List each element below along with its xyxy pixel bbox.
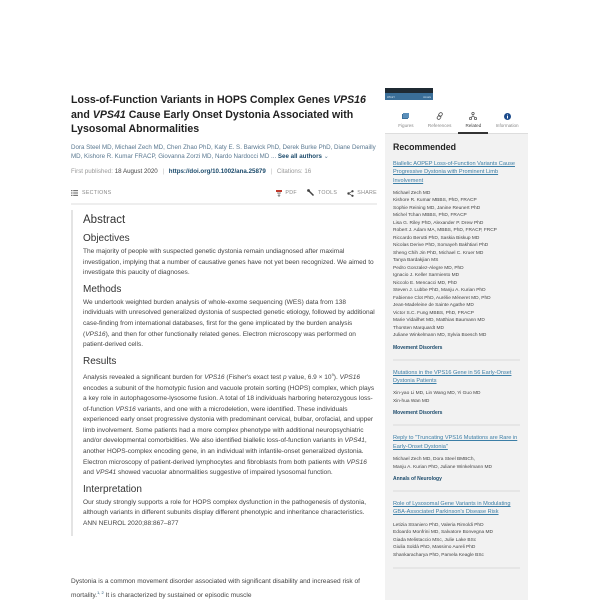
text: ), and then for other functionally related genes. Electron microscopy was performed on patient-derived cells. (83, 330, 356, 349)
objectives-heading: Objectives (83, 233, 130, 244)
gene-name: VPS16 (115, 405, 136, 413)
journal-cover-image[interactable] (385, 88, 433, 100)
author-line: Lisa G. Riley PhD, Alexander P. Drew PhD (393, 220, 484, 226)
citations-count[interactable]: Citations: 16 (276, 167, 312, 175)
article-title (71, 93, 377, 137)
recommended-item-authors (393, 456, 520, 471)
text: Dystonia is a common movement disorder associated with significant disability and increased risk of mortality. (71, 578, 360, 599)
text: Analysis revealed a significant burden for (83, 373, 205, 381)
author-line: Thorsten Marquardt MD (393, 325, 444, 331)
reference-link[interactable]: 1, 2 (97, 589, 104, 595)
title-text: and (71, 108, 93, 121)
recommended-item-authors (393, 390, 520, 405)
pdf-label: PDF (285, 190, 297, 196)
recommended-item-title-link[interactable]: Biallelic AOPEP Loss-of-Function Variants Cause Progressive Dystonia with Prominent Limb Involvement (393, 161, 515, 184)
interpretation-heading: Interpretation (83, 483, 142, 495)
tools-label: TOOLS (317, 190, 338, 196)
cover-text: Annals (423, 96, 431, 99)
interpretation-text: Our study strongly supports a role for HOPS complex dysfunction in the pathogenesis of dystonia, although variants in different subunits display different phenotypic and inheritance characteristics. ANN NEUROL 2020;88:867–877 (83, 498, 367, 528)
recommended-item (393, 160, 520, 361)
author-line: Manju A. Kurian PhD, Juliane Winkelmann MD (393, 464, 492, 470)
author-line: Jean-Madeleine de Sainte Agathe MD (393, 303, 474, 309)
title-text: Loss-of-Function Variants in HOPS Complex Genes (71, 94, 333, 106)
author-line: Michel Tchan MBBS, PhD, FRACP (393, 213, 467, 219)
author-line: Fabienne Clot PhD, Aurélie Méneret MD, PhD (393, 295, 491, 301)
tab-related[interactable] (458, 112, 488, 133)
author-line: Edoardo Monfrini MD, Salvatore Bonvegna MD (393, 530, 493, 536)
first-published-label: First published: (71, 167, 113, 175)
objectives-text: The majority of people with suspected genetic dystonia remain undiagnosed after maximal investigation, implying that a number of causative genes have not yet been recognized. We aimed to investigate this paucity of diagnoses. (83, 248, 374, 277)
title-text: Cause Early Onset Dystonia Associated with Lysosomal Abnormalities (71, 108, 354, 135)
tab-label: Figures (398, 123, 414, 128)
recommended-item-journal[interactable]: Annals of Neurology (393, 476, 442, 483)
author-line: Juliane Winkelmann MD, Sylvia Boesch MD (393, 333, 487, 339)
author-line: Nicolas Derive PhD, Somayeh Bakhtiari PhD (393, 243, 489, 249)
author-line: Sophie Reining MD, Janine Reunert PhD (393, 205, 481, 211)
author-line: Sheng Chih Jin PhD, Michael C. Kruer MD (393, 250, 484, 256)
recommended-item-title-link[interactable]: Reply to "Truncating VPS16 Mutations are Rare in Early-Onset Dystonia" (393, 435, 518, 450)
gene-name: VPS16 (346, 458, 367, 466)
author-line: Steven J. Lubbe PhD, Manju A. Kurian PhD (393, 288, 486, 294)
text: It is characterized by sustained or episodic muscle (103, 591, 252, 599)
article-toolbar (71, 186, 377, 200)
gene-name: VPS41 (95, 469, 117, 477)
recommended-item-title-link[interactable]: Mutations in the VPS16 Gene in 56 Early-Onset Dystonia Patients (393, 369, 512, 385)
text: encodes a subunit of the homotypic fusion and vacuole protein sorting (HOPS) complex, which plays a key role in autophagosome-lysosome fusion. A total of 18 individuals harboring heterozygous loss-of-function (83, 384, 375, 413)
author-list (71, 143, 377, 162)
share-nodes-icon (469, 112, 477, 120)
author-line: Michael Zech MD (393, 190, 431, 196)
author-line: Giada Melistaccio MSc, Julie Lake BSc (393, 537, 477, 543)
author-line: Riccardo Berutti PhD, Saskia Biskup MD (393, 235, 480, 241)
author-line: Kishore R. Kumar MBBS, PhD, FRACP (393, 198, 477, 204)
author-line: Letizia Straniero PhD, Valeria Rimoldi PhD (393, 522, 484, 528)
text: and (83, 469, 96, 477)
text: ). (333, 373, 340, 381)
article-header (71, 93, 377, 176)
recommended-panel (385, 134, 528, 600)
author-line: Niccolo E. Mencacci MD, PhD (393, 280, 457, 286)
recommended-item-title-link[interactable]: Role of Lysosomal Gene Variants in Modulating GBA-Associated Parkinson's Disease Risk (393, 501, 511, 516)
publication-date: 18 August 2020 (114, 167, 158, 175)
author-line: Giulia Soldà PhD, Massimo Aureli PhD (393, 545, 476, 551)
recommended-item (393, 434, 520, 492)
tab-label: Information (495, 123, 519, 128)
gene-name: VPS16 (204, 373, 225, 381)
divider (71, 203, 377, 205)
author-line: Pedro Gonzalez-Alegre MD, PhD (393, 265, 464, 271)
recommended-item-journal[interactable]: Movement Disorders (393, 344, 443, 351)
wrench-icon (307, 189, 315, 197)
tab-label: Related (465, 123, 482, 128)
author-line: Victor S.C. Fung MBBS, PhD, FRACP (393, 310, 474, 316)
recommended-item-authors (393, 522, 520, 560)
title-gene: VPS41 (92, 108, 126, 121)
author-line: Marie Vidailhet MD, Matthias Baumann MD (393, 318, 485, 324)
tab-information[interactable] (492, 112, 522, 133)
recommended-item (393, 500, 520, 569)
recommended-list (393, 160, 520, 569)
recommended-item-journal[interactable]: Movement Disorders (393, 410, 443, 417)
gene-name: VPS41 (344, 437, 365, 445)
separator: | (270, 167, 273, 175)
author-line: Robert J. Adam MA, MBBS, PhD, FRACP, FRCP (393, 228, 497, 234)
exponent: 9 (331, 371, 334, 377)
share-icon (347, 190, 354, 197)
cover-text: WILEY (387, 96, 396, 99)
tab-label: References (427, 123, 452, 128)
tab-references[interactable] (425, 112, 455, 133)
recommended-item (393, 369, 520, 427)
authors-text[interactable]: Dora Steel MD, Michael Zech MD, Chen Zhao PhD, Katy E. S. Barwick PhD, Derek Burke PhD, Diane Demailly MD, Kishore R. Kumar FRACP, Giovanna Zorzi MD, Nardo Nardocci MD ... (71, 143, 376, 161)
link-icon (436, 112, 444, 120)
abstract-heading: Abstract (83, 214, 126, 226)
text: variants, and one with a microdeletion, were identified. These individuals experienced early onset progressive dystonia with predominant cervical, bulbar, orofacial, and upper limb involvement. Some patients had a more complex phenotype with additional neuropsychiatric and/or developmental comorbidities. We also identified biallelic loss-of-function variants in (83, 405, 374, 445)
methods-text (83, 298, 377, 351)
author-line: Shankaracharya PhD, Pamela Keagle BSc (393, 552, 484, 558)
tab-figures[interactable] (391, 112, 421, 133)
p-symbol: p (282, 373, 287, 381)
text: value, 6.9 × 10 (286, 373, 332, 381)
introduction-text (71, 577, 377, 600)
list-icon (71, 190, 78, 196)
share-button[interactable] (347, 190, 377, 197)
sidebar-tabs (385, 112, 528, 134)
results-text (83, 370, 377, 479)
image-icon (402, 112, 410, 120)
author-line: Ignacio J. Keller Sarmiento MD (393, 273, 460, 279)
methods-heading: Methods (83, 283, 122, 295)
chevron-down-icon[interactable]: ⌄ (323, 153, 329, 161)
author-line: Xin-yao Li MD, Lin Wang MD, Yi Guo MD (393, 391, 481, 397)
gene-name: VPS16 (339, 373, 361, 381)
title-gene: VPS16 (332, 94, 366, 106)
text: showed vacuolar abnormalities suggestive of impaired lysosomal function. (116, 469, 333, 477)
gene-name: VPS16 (85, 330, 106, 338)
author-line: Xin-hua Wan MD (393, 398, 430, 404)
recommended-item-authors (393, 190, 520, 340)
doi-link[interactable]: https://doi.org/10.1002/ana.25879 (168, 167, 266, 175)
text: (Fisher's exact test (224, 373, 283, 381)
results-heading: Results (83, 355, 117, 367)
pdf-icon (276, 190, 282, 197)
text: We undertook weighted burden analysis of whole-exome sequencing (WES) data from 138 individuals with unresolved generalized dystonia of suspected genetic etiology, followed by additional case-finding from international databases, first for the gene implicated by the burden analysis ( (83, 298, 375, 338)
info-icon (503, 112, 511, 120)
pdf-button[interactable] (276, 190, 297, 197)
text: , another HOPS-complex encoding gene, in an individual with infantile-onset generalized dystonia. Electron microscopy of patient-derived lymphocytes and fibroblasts from both patients with (83, 437, 367, 466)
separator: | (162, 167, 165, 175)
tools-button[interactable] (307, 189, 337, 197)
see-all-authors-link[interactable]: See all authors (277, 153, 322, 161)
sections-button[interactable] (71, 190, 111, 196)
abstract-section (71, 210, 377, 536)
author-line: Tanya Bardakjian MS (393, 258, 439, 264)
sections-label: SECTIONS (82, 190, 112, 196)
publication-info (71, 167, 377, 176)
author-line: Michael Zech MD, Dora Steel BMBCh, (393, 457, 475, 463)
recommended-heading: Recommended (393, 142, 457, 152)
share-label: SHARE (357, 190, 377, 196)
sidebar (385, 88, 528, 600)
